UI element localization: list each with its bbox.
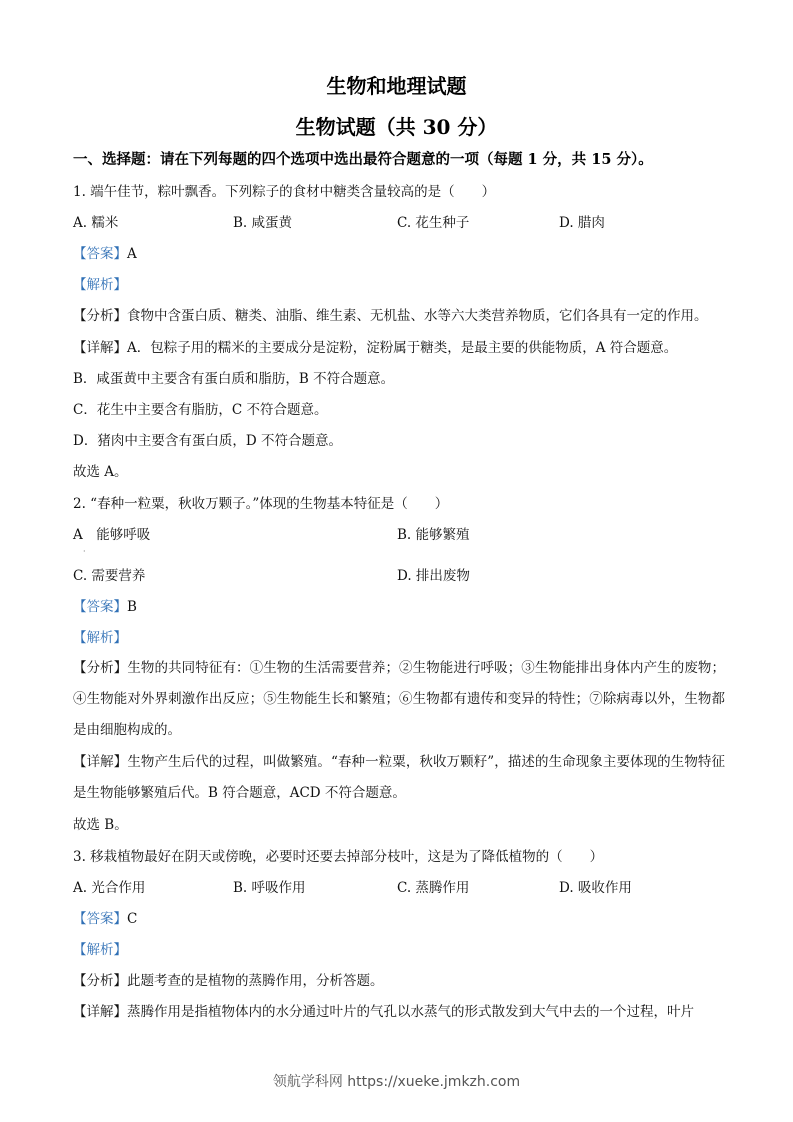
xiangjie-tag: 【详解】 [73, 340, 127, 356]
q1-xiangjie-text: A．包粽子用的糯米的主要成分是淀粉，淀粉属于糖类，是最主要的供能物质，A 符合题意。 [127, 340, 678, 356]
q2-xiangjie-text: 生物产生后代的过程，叫做繁殖。“春种一粒粟，秋收万颗籽”，描述的生命现象主要体现的生物特征是生物能够繁殖后代。B 符合题意，ACD 不符合题意。 [73, 754, 725, 801]
q3-option-b: B. 呼吸作用 [233, 880, 306, 896]
q1-option-d: D. 腊肉 [559, 215, 605, 231]
section-heading: 一、选择题：请在下列每题的四个选项中选出最符合题意的一项（每题 1 分，共 15 分）。 [73, 151, 653, 168]
q2-option-a: A 能够呼吸 [73, 527, 151, 543]
q2-option-d: D. 排出废物 [397, 568, 470, 584]
q1-fenxi-text: 食物中含蛋白质、糖类、油脂、维生素、无机盐、水等六大类营养物质，它们各具有一定的作用。 [127, 308, 708, 324]
q1-line-c: C．花生中主要含有脂肪，C 不符合题意。 [73, 402, 328, 418]
q1-xiangjie [73, 339, 725, 357]
q2-fenxi [73, 653, 725, 746]
q3-xiangjie-text: 蒸腾作用是指植物体内的水分通过叶片的气孔以水蒸气的形式散发到大气中去的一个过程，叶片 [127, 1004, 694, 1020]
answer-tag: 【答案】 [73, 911, 127, 927]
q1-conclusion: 故选 A。 [73, 464, 128, 480]
q2-conclusion: 故选 B。 [73, 817, 128, 833]
fenxi-tag: 【分析】 [73, 660, 128, 676]
q1-fenxi [73, 307, 725, 325]
q3-analysis [73, 941, 725, 959]
analysis-tag: 【解析】 [73, 630, 127, 646]
analysis-tag: 【解析】 [73, 277, 127, 293]
q2-fenxi-text: 生物的共同特征有：①生物的生活需要营养；②生物能进行呼吸；③生物能排出身体内产生的废物；④生物能对外界刺激作出反应；⑤生物能生长和繁殖；⑥生物都有遗传和变异的特性；⑦除病毒以外，生物都是由细胞构成的。 [73, 660, 726, 738]
answer-tag: 【答案】 [73, 599, 127, 615]
document-subtitle: 生物试题（共 30 分） [295, 115, 498, 139]
q3-option-a: A. 光合作用 [73, 880, 146, 896]
q3-answer [73, 910, 725, 928]
q2-answer-value: B [127, 599, 137, 615]
q3-xiangjie [73, 1003, 725, 1021]
q3-option-c: C. 蒸腾作用 [397, 880, 470, 896]
page-footer-watermark: 领航学科网 https://xueke.jmkzh.com [272, 1074, 521, 1090]
fenxi-tag: 【分析】 [73, 973, 127, 989]
fenxi-tag: 【分析】 [73, 308, 127, 324]
question-2-stem: 2. “春种一粒粟，秋收万颗子。”体现的生物基本特征是（ ） [73, 496, 449, 512]
stray-dot-mark: · [83, 547, 86, 556]
q1-line-d: D．猪肉中主要含有蛋白质，D 不符合题意。 [73, 433, 342, 449]
analysis-tag: 【解析】 [73, 942, 127, 958]
q1-option-c: C. 花生种子 [397, 215, 470, 231]
q1-analysis [73, 276, 725, 294]
q3-fenxi-text: 此题考查的是植物的蒸腾作用，分析答题。 [127, 973, 384, 989]
q2-answer [73, 598, 725, 616]
q1-line-b: B．咸蛋黄中主要含有蛋白质和脂肪，B 不符合题意。 [73, 371, 395, 387]
q1-answer [73, 245, 725, 263]
q2-analysis [73, 629, 725, 647]
q3-option-d: D. 吸收作用 [559, 880, 632, 896]
xiangjie-tag: 【详解】 [73, 754, 128, 770]
question-1-stem: 1. 端午佳节，粽叶飘香。下列粽子的食材中糖类含量较高的是（ ） [73, 184, 496, 200]
q2-xiangjie [73, 747, 725, 809]
q3-fenxi [73, 972, 725, 990]
q1-option-a: A. 糯米 [73, 215, 119, 231]
answer-tag: 【答案】 [73, 246, 127, 262]
document-title: 生物和地理试题 [326, 74, 467, 98]
q1-answer-value: A [127, 246, 137, 262]
q2-option-c: C. 需要营养 [73, 568, 146, 584]
xiangjie-tag: 【详解】 [73, 1004, 127, 1020]
q2-option-b: B. 能够繁殖 [397, 527, 470, 543]
q3-answer-value: C [127, 911, 138, 927]
q1-option-b: B. 咸蛋黄 [233, 215, 293, 231]
question-3-stem: 3. 移栽植物最好在阴天或傍晚，必要时还要去掉部分枝叶，这是为了降低植物的（ ） [73, 849, 604, 865]
